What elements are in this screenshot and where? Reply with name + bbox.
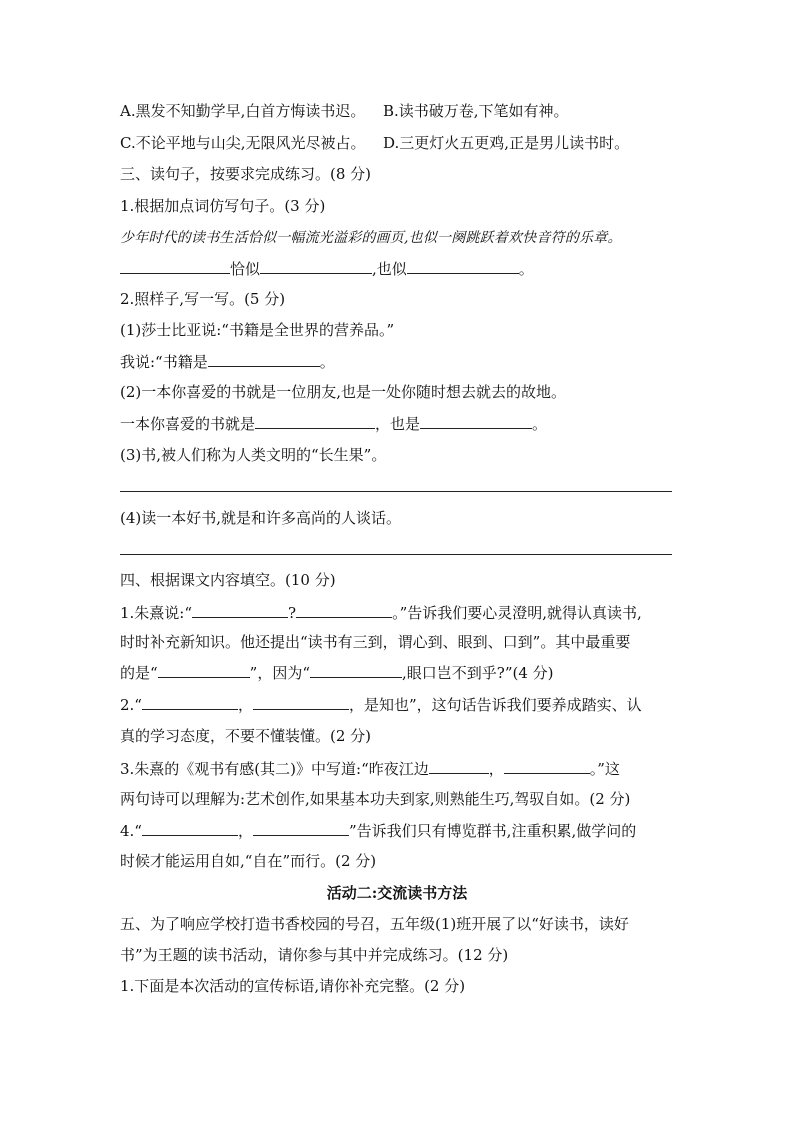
s3-q2-i1-prefix: 我说:“书籍是 <box>120 353 208 371</box>
s4-q1-line1 <box>120 602 642 623</box>
s3-q2-i2-end: 。 <box>532 415 548 433</box>
answer-blank[interactable] <box>120 258 230 274</box>
activity-heading: 活动二:交流读书方法 <box>326 884 468 902</box>
s4-q1-mid: ? <box>288 604 297 622</box>
s4-q1-pre: 1.朱熹说:“ <box>120 604 193 622</box>
s3-q2-i2-prefix: 一本你喜爱的书就是 <box>120 415 256 433</box>
s4-q1-line3-post: ,眼口岂不到乎?”(4 分) <box>402 664 554 682</box>
answer-blank[interactable] <box>142 820 238 836</box>
option-c: C.不论平地与山尖,无限风光尽被占。 <box>120 134 366 152</box>
answer-blank[interactable] <box>420 413 532 429</box>
answer-line[interactable] <box>120 554 672 555</box>
s3-q2-item2: (2)一本你喜爱的书就是一位朋友,也是一处你随时想去就去的故地。 <box>120 383 567 401</box>
s4-q2-sep: ， <box>237 696 253 714</box>
s3-q1-title: 1.根据加点词仿写句子。(3 分) <box>120 197 326 215</box>
option-row-ab <box>120 101 569 121</box>
option-a: A.黑发不知勤学早,白首方悔读书迟。 <box>120 102 366 120</box>
s3-q2-item1-answer <box>120 351 335 372</box>
s4-q3-pre: 3.朱熹的《观书有感(其二)》中写道:“昨夜江边 <box>120 760 429 778</box>
section-3-title: 三、读句子，按要求完成练习。(8 分) <box>120 165 372 183</box>
s4-q3-post: 。”这 <box>589 760 620 778</box>
s4-q1-line2: 时时补充新知识。他还提出“读书有三到，谓心到、眼到、口到”。其中最重要 <box>120 633 631 651</box>
answer-blank[interactable] <box>296 602 392 618</box>
s3-q1-sentence: 少年时代的读书生活恰似一幅流光溢彩的画页,也似一阕跳跃着欢快音符的乐章。 <box>120 230 622 246</box>
answer-blank[interactable] <box>208 351 320 367</box>
s4-q3-sep: ， <box>488 760 504 778</box>
s3-q2-item2-answer <box>120 413 547 434</box>
option-row-cd <box>120 133 629 153</box>
s3-q2-item3: (3)书,被人们称为人类文明的“长生果”。 <box>120 446 387 464</box>
s3-q1-part2: ,也似 <box>372 260 407 278</box>
answer-blank[interactable] <box>192 602 288 618</box>
s4-q4-sep: ， <box>237 822 253 840</box>
s4-q4-pre: 4.“ <box>120 822 142 840</box>
s5-q1: 1.下面是本次活动的宣传标语,请你补充完整。(2 分) <box>120 977 466 995</box>
answer-blank[interactable] <box>255 413 375 429</box>
s4-q1-line3-mid: ”，因为“ <box>249 664 311 682</box>
s3-q2-item1: (1)莎士比亚说:“书籍是全世界的营养品。” <box>120 321 395 339</box>
answer-blank[interactable] <box>429 758 489 774</box>
s4-q1-post: 。”告诉我们要心灵澄明,就得认真读书, <box>392 604 642 622</box>
answer-blank[interactable] <box>504 758 590 774</box>
s4-q3-line1 <box>120 758 620 779</box>
answer-blank[interactable] <box>142 694 238 710</box>
answer-blank[interactable] <box>158 662 250 678</box>
answer-blank[interactable] <box>253 694 349 710</box>
answer-blank[interactable] <box>253 820 349 836</box>
answer-blank[interactable] <box>407 258 519 274</box>
s4-q2-post: ，是知也”，这句话告诉我们要养成踏实、认 <box>349 696 642 714</box>
s3-q1-end: 。 <box>518 260 534 278</box>
section-4-title: 四、根据课文内容填空。(10 分) <box>120 571 336 589</box>
s4-q4-line1 <box>120 820 636 841</box>
s3-q1-part1: 恰似 <box>230 260 261 278</box>
s3-q2-i2-mid: ，也是 <box>375 415 421 433</box>
s3-q2-item4: (4)读一本好书,就是和许多高尚的人谈话。 <box>120 509 402 527</box>
s4-q2-line2: 真的学习态度，不要不懂装懂。(2 分) <box>120 727 372 745</box>
answer-blank[interactable] <box>260 258 372 274</box>
option-b: B.读书破万卷,下笔如有神。 <box>382 102 569 120</box>
s3-q1-answer-row <box>120 258 534 279</box>
s4-q2-line1 <box>120 694 642 715</box>
s5-line2: 书”为王题的读书活动，请你参与其中并完成练习。(12 分) <box>120 946 509 964</box>
s4-q1-line3-pre: 的是“ <box>120 664 158 682</box>
s3-q2-title: 2.照样子,写一写。(5 分) <box>120 290 286 308</box>
s4-q2-pre: 2.“ <box>120 696 142 714</box>
s4-q4-line2: 时候才能运用自如,“自在”而行。(2 分) <box>120 852 377 870</box>
option-d: D.三更灯火五更鸡,正是男儿读书时。 <box>383 134 630 152</box>
s3-q2-i1-end: 。 <box>319 353 335 371</box>
answer-line[interactable] <box>120 491 672 492</box>
s4-q3-line2: 两句诗可以理解为:艺术创作,如果基本功夫到家,则熟能生巧,驾驭自如。(2 分) <box>120 790 631 808</box>
s4-q4-post: ”告诉我们只有博览群书,注重积累,做学问的 <box>349 822 637 840</box>
answer-blank[interactable] <box>310 662 402 678</box>
s5-line1: 五、为了响应学校打造书香校园的号召，五年级(1)班开展了以“好读书，读好 <box>120 915 629 933</box>
s4-q1-line3 <box>120 662 554 683</box>
